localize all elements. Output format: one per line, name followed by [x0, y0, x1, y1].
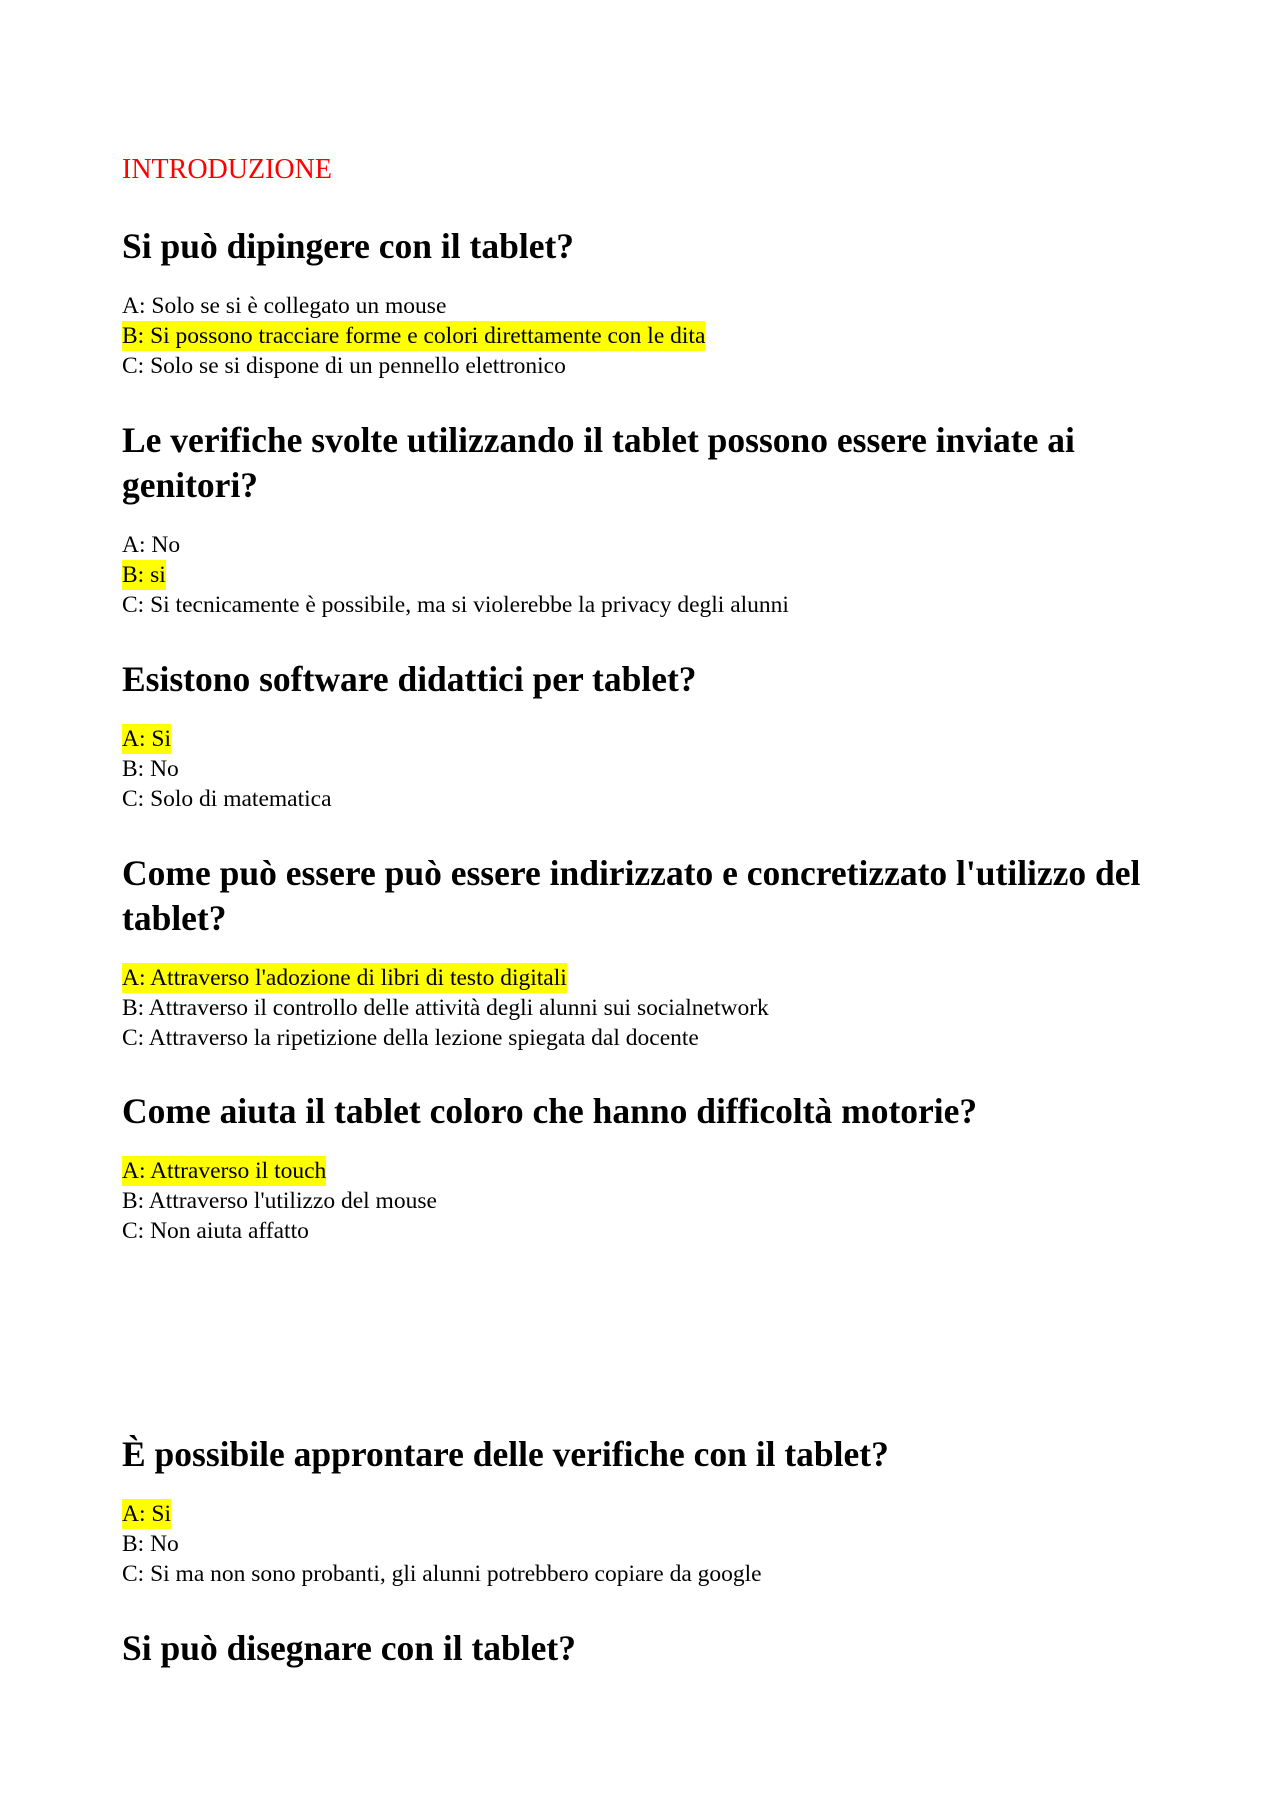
answer-option: A: Solo se si è collegato un mouse: [122, 293, 447, 319]
question-title: È possibile approntare delle verifiche con il tablet?: [122, 1434, 889, 1474]
question-block: [122, 1089, 1162, 1246]
question-block: [122, 657, 1162, 814]
question-title: Come aiuta il tablet coloro che hanno difficoltà motorie?: [122, 1091, 978, 1131]
answer-option: A: No: [122, 532, 181, 558]
answer-list: [122, 963, 1162, 1053]
answer-option: C: Attraverso la ripetizione della lezione spiegata dal docente: [122, 1025, 699, 1051]
question-title: Le verifiche svolte utilizzando il tablet possono essere inviate ai genitori?: [122, 420, 1075, 505]
answer-option: B: Attraverso il controllo delle attività degli alunni sui socialnetwork: [122, 995, 769, 1021]
answer-option-correct: A: Si: [122, 1501, 171, 1527]
question-block: [122, 1432, 1162, 1589]
answer-option: C: Si ma non sono probanti, gli alunni potrebbero copiare da google: [122, 1561, 762, 1587]
answer-option: B: Attraverso l'utilizzo del mouse: [122, 1188, 437, 1214]
question-block: [122, 418, 1162, 620]
answer-option-correct: B: si: [122, 562, 166, 588]
question-title: Come può essere può essere indirizzato e concretizzato l'utilizzo del tablet?: [122, 853, 1141, 938]
answer-option-correct: A: Attraverso l'adozione di libri di testo digitali: [122, 965, 567, 991]
answer-option: B: No: [122, 1531, 179, 1557]
question-block: [122, 224, 1162, 381]
answer-option-correct: B: Si possono tracciare forme e colori direttamente con le dita: [122, 323, 706, 349]
answer-option: C: Solo di matematica: [122, 786, 332, 812]
answer-list: [122, 291, 1162, 381]
answer-option: C: Non aiuta affatto: [122, 1218, 309, 1244]
answer-list: [122, 724, 1162, 814]
answer-option-correct: A: Attraverso il touch: [122, 1158, 327, 1184]
answer-option: C: Si tecnicamente è possibile, ma si violerebbe la privacy degli alunni: [122, 592, 789, 618]
intro-heading: INTRODUZIONE: [122, 154, 332, 185]
question-title: Esistono software didattici per tablet?: [122, 659, 697, 699]
answer-option: B: No: [122, 756, 179, 782]
answer-option: C: Solo se si dispone di un pennello elettronico: [122, 353, 566, 379]
question-block: [122, 851, 1162, 1053]
answer-list: [122, 1499, 1162, 1589]
question-title: Si può disegnare con il tablet?: [122, 1628, 576, 1668]
question-block: [122, 1626, 1162, 1671]
answer-option-correct: A: Si: [122, 726, 171, 752]
answer-list: [122, 530, 1162, 620]
question-title: Si può dipingere con il tablet?: [122, 226, 575, 266]
answer-list: [122, 1156, 1162, 1246]
